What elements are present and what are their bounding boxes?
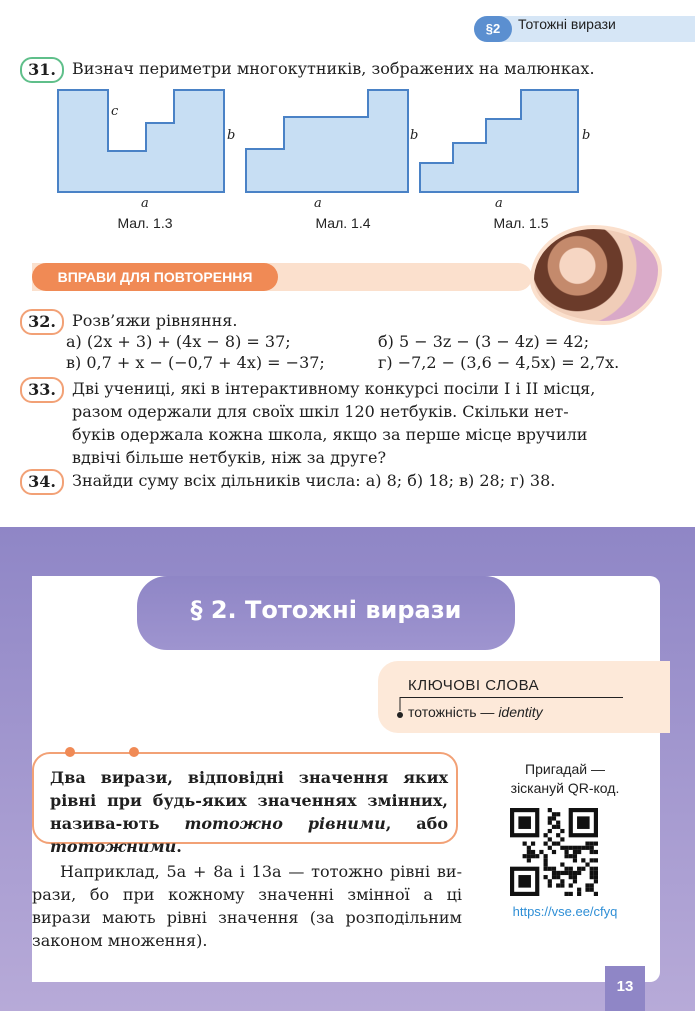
- fig-label-b: b: [227, 128, 236, 143]
- task-line: разом одержали для своїх шкіл 120 нетбуків. Скільки нет-: [72, 402, 569, 421]
- figure-caption: Мал. 1.5: [493, 215, 549, 231]
- keywords-divider: [400, 697, 623, 698]
- definition-decoration: [64, 746, 144, 758]
- fig-label-b: b: [582, 128, 591, 143]
- keyword-item: [408, 704, 543, 720]
- keyword-bullet-icon: [394, 697, 406, 721]
- keyword-dash: —: [476, 704, 499, 720]
- task-line: буків одержала кожна школа, якщо за перше місце вручили: [72, 425, 588, 444]
- figure-caption: Мал. 1.3: [117, 215, 173, 231]
- polygon-fig-1-5: [420, 90, 578, 192]
- banner-label: ВПРАВИ ДЛЯ ПОВТОРЕННЯ: [32, 263, 278, 291]
- task-line: Дві учениці, які в інтерактивному конкурсі посіли І і ІІ місця,: [72, 379, 596, 398]
- definition-term: тотожно рівними: [184, 814, 386, 833]
- polygon-fig-1-4: [246, 90, 408, 192]
- task-number: 31.: [20, 57, 64, 83]
- definition-part: .: [176, 837, 182, 856]
- keyword-translation: identity: [498, 704, 543, 720]
- qr-code[interactable]: [510, 808, 598, 896]
- qr-caption-line: Пригадай —: [525, 761, 605, 777]
- page-number: 13: [605, 966, 645, 1011]
- equation-b: б) 5 − 3z − (3 − 4z) = 42;: [378, 332, 590, 351]
- section-title: § 2. Тотожні вирази: [190, 596, 462, 624]
- keywords-heading: КЛЮЧОВІ СЛОВА: [408, 677, 540, 694]
- fig-label-c: c: [111, 104, 119, 119]
- task-number: 33.: [20, 377, 64, 403]
- task-text: Визнач периметри многокутників, зображених на малюнках.: [72, 59, 595, 78]
- keyword-term: тотожність: [408, 704, 477, 720]
- fig-label-b: b: [410, 128, 419, 143]
- equation-d: г) −7,2 − (3,6 − 4,5x) = 2,7x.: [378, 353, 620, 372]
- task-line: вдвічі більше нетбуків, ніж за друге?: [72, 448, 387, 467]
- definition-text: [50, 766, 448, 858]
- qr-link[interactable]: https://vse.ee/cfyq: [512, 904, 618, 919]
- task-text: Знайди суму всіх дільників числа: а) 8; б) 18; в) 28; г) 38.: [72, 471, 556, 490]
- task-text: Розв’яжи рівняння.: [72, 311, 238, 330]
- equation-a: а) (2x + 3) + (4x − 8) = 37;: [66, 332, 291, 351]
- figure-caption: Мал. 1.4: [315, 215, 371, 231]
- task-number: 34.: [20, 469, 64, 495]
- students-photo: [530, 225, 662, 325]
- definition-part: , або: [385, 814, 448, 833]
- definition-part: Два вирази, відповідні значення яких рівні при будь-яких значеннях змінних, назива-ють: [50, 768, 448, 833]
- equation-c: в) 0,7 + x − (−0,7 + 4x) = −37;: [66, 353, 325, 372]
- running-title: Тотожні вирази: [518, 16, 616, 32]
- definition-term: тотожними: [50, 837, 177, 856]
- polygon-figures: [50, 85, 610, 210]
- fig-label-a: a: [141, 196, 149, 211]
- task-number: 32.: [20, 309, 64, 335]
- fig-label-a: a: [314, 196, 322, 211]
- polygon-fig-1-3: [58, 90, 224, 192]
- example-paragraph: Наприклад, 5a + 8a і 13a — тотожно рівні ви-рази, бо при кожному значенні змінної a ці вирази мають рівні значення (за розподільним законом множення).: [32, 862, 462, 950]
- qr-caption: [480, 760, 650, 798]
- fig-label-a: a: [495, 196, 503, 211]
- section-number-badge: §2: [474, 16, 512, 42]
- qr-caption-line: зіскануй QR-код.: [510, 780, 620, 796]
